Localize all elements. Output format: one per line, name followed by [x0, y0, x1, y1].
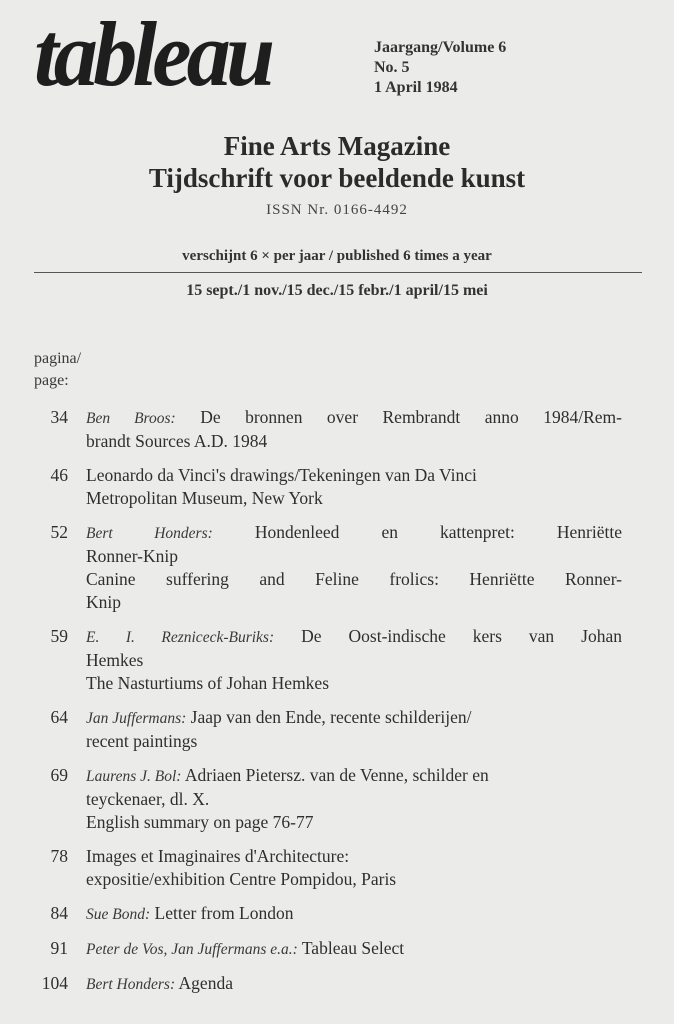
toc-page-number: 104 — [41, 973, 68, 993]
toc-line: recent paintings — [86, 731, 198, 751]
issue-date: 1 April 1984 — [374, 79, 458, 96]
toc-line: Knip — [86, 592, 121, 612]
toc-author: Bert Honders: — [86, 976, 176, 993]
page-label: page: — [34, 372, 69, 389]
issn-number: ISSN Nr. 0166-4492 — [266, 202, 408, 218]
toc-line: Bert Honders: Agenda — [86, 973, 233, 993]
toc-line: Peter de Vos, Jan Juffermans e.a.: Tableau Select — [86, 938, 405, 958]
issue-number: No. 5 — [374, 59, 410, 76]
toc-page-number: 84 — [50, 903, 68, 923]
toc-author: Sue Bond: — [86, 906, 151, 923]
toc-entry — [24, 902, 622, 926]
toc-page-number: 52 — [50, 522, 68, 542]
toc-page-number: 46 — [50, 465, 68, 485]
toc-line: Canine suffering and Feline frolics: Henriëtte Ronner- — [86, 569, 622, 589]
toc-entry — [24, 521, 622, 614]
toc-author: Peter de Vos, Jan Juffermans e.a.: — [86, 941, 298, 958]
toc-line: E. I. Rezniceck-Buriks: De Oost-indische kers van Johan — [86, 626, 622, 646]
title-dutch: Tijdschrift voor beeldende kunst — [148, 163, 526, 193]
toc-line: brandt Sources A.D. 1984 — [86, 431, 268, 451]
toc-line: Leonardo da Vinci's drawings/Tekeningen van Da Vinci — [86, 465, 477, 485]
issue-info — [374, 38, 506, 98]
toc-line: English summary on page 76-77 — [86, 812, 314, 832]
toc-entry — [24, 706, 622, 753]
publication-dates: 15 sept./1 nov./15 dec./15 febr./1 april/15 mei — [186, 282, 488, 299]
title-english: Fine Arts Magazine — [223, 131, 451, 161]
masthead — [34, 3, 280, 105]
toc-line: Hemkes — [86, 650, 144, 670]
toc-author: E. I. Rezniceck-Buriks: — [86, 629, 275, 646]
toc-line: The Nasturtiums of Johan Hemkes — [86, 673, 330, 693]
magazine-logo: tableau — [34, 3, 271, 105]
toc-entry — [24, 764, 622, 834]
toc-line: Jan Juffermans: Jaap van den Ende, recente schilderijen/ — [86, 707, 472, 727]
toc-line: Sue Bond: Letter from London — [86, 903, 294, 923]
toc-line: Images et Imaginaires d'Architecture: — [86, 846, 350, 866]
toc-author: Jan Juffermans: — [86, 710, 187, 727]
toc-entry — [24, 464, 622, 510]
issue-volume: Jaargang/Volume 6 — [374, 39, 507, 56]
magazine-titles — [0, 130, 674, 219]
toc-entry — [24, 972, 622, 996]
toc-entry — [24, 625, 622, 695]
toc-line: expositie/exhibition Centre Pompidou, Paris — [86, 869, 397, 889]
toc-page-number: 78 — [50, 846, 68, 866]
divider — [34, 272, 642, 273]
page-column-label — [34, 348, 81, 392]
toc-line: Ben Broos: De bronnen over Rembrandt anno 1984/Rem- — [86, 407, 622, 427]
toc-author: Laurens J. Bol: — [86, 768, 182, 785]
toc-entry — [24, 937, 622, 961]
toc-line: Laurens J. Bol: Adriaen Pietersz. van de Venne, schilder en — [86, 765, 489, 785]
toc-page-number: 64 — [50, 707, 68, 727]
toc-line: Ronner-Knip — [86, 546, 178, 566]
toc-page-number: 69 — [50, 765, 68, 785]
toc-entry — [24, 406, 622, 453]
toc-line: Metropolitan Museum, New York — [86, 488, 323, 508]
toc-page-number: 91 — [50, 938, 68, 958]
toc-entry — [24, 845, 622, 891]
toc-line: teyckenaer, dl. X. — [86, 789, 210, 809]
toc-author: Ben Broos: — [86, 410, 176, 427]
toc-line: Bert Honders: Hondenleed en kattenpret: Henriëtte — [86, 522, 622, 542]
pagina-label: pagina/ — [34, 350, 82, 367]
publication-frequency: verschijnt 6 × per jaar / published 6 times a year — [182, 248, 492, 264]
table-of-contents — [24, 406, 622, 1007]
toc-page-number: 34 — [50, 407, 68, 427]
toc-author: Bert Honders: — [86, 525, 213, 542]
toc-page-number: 59 — [50, 626, 68, 646]
